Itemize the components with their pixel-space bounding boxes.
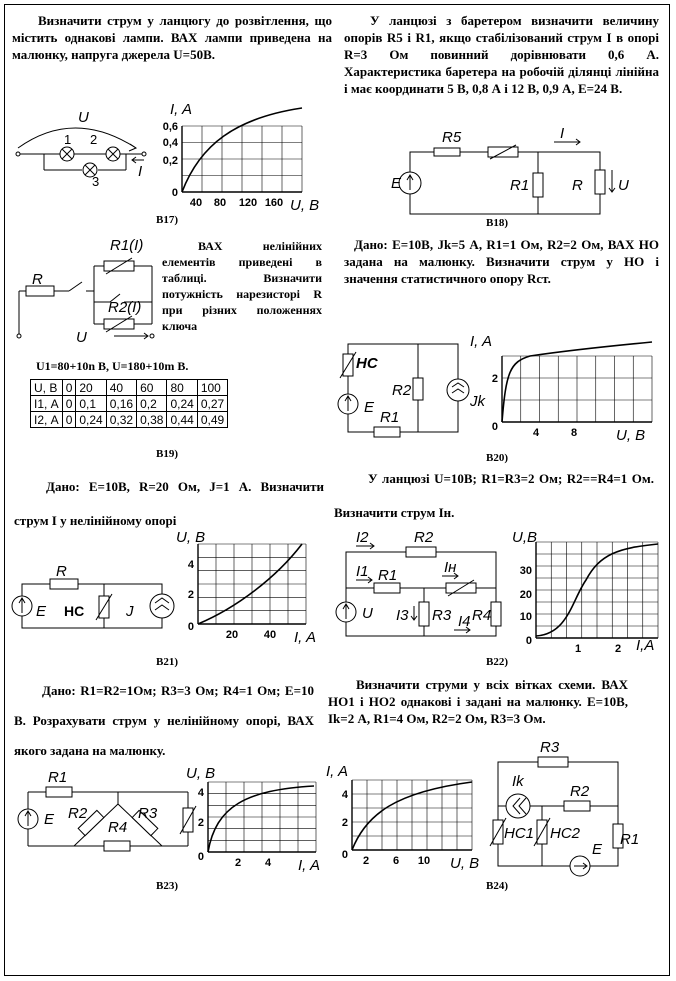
label-2: 2 xyxy=(90,132,98,147)
x-tick-label: 20 xyxy=(225,629,239,641)
graph-20 xyxy=(470,332,660,442)
label-r1i: R1(I) xyxy=(110,237,144,254)
y-tick-label: 30 xyxy=(519,565,532,577)
x-tick-label: 40 xyxy=(263,629,277,641)
label-jk: Jk xyxy=(470,393,485,410)
label-u: U xyxy=(78,109,89,126)
label-1: 1 xyxy=(64,132,72,147)
problem-24-text: Визначити струми у всіх вітках схеми. ВАХ НО1 і НО2 однакові і задані на малюнку. E=10В, Ik=2 А, R1=4 Ом, R2=2 Ом, R3=3 Ом. xyxy=(328,677,628,726)
label-r: R xyxy=(56,563,67,580)
caption-19: В19) xyxy=(156,448,178,460)
y-tick-label: 2 xyxy=(491,373,498,385)
graph-21 xyxy=(176,528,326,646)
problem-22-text: У ланцюзі U=10В; R1=R3=2 Ом; R2==R4=1 Ом. Визначити струм Iн. xyxy=(334,471,654,520)
y-tick-label: 0,2 xyxy=(162,155,178,167)
label-r: R xyxy=(572,177,583,194)
y-tick-label: 0 xyxy=(491,421,498,433)
y-tick-label: 0 xyxy=(341,849,348,861)
y-tick-label: 0,4 xyxy=(162,137,178,149)
label-e: E xyxy=(36,603,47,620)
x-axis-label: I, A xyxy=(298,857,320,874)
y-tick-label: 2 xyxy=(341,817,348,829)
x-tick-label: 8 xyxy=(570,427,578,439)
caption-21: В21) xyxy=(156,656,178,668)
table-row: U, В 0 20 40 60 80 100 xyxy=(31,380,228,396)
y-tick-label: 2 xyxy=(187,589,194,601)
x-tick-label: 10 xyxy=(417,855,431,867)
x-tick-label: 2 xyxy=(614,643,622,655)
y-axis-label: I, A xyxy=(470,333,492,350)
x-axis-label: U, B xyxy=(616,427,646,444)
x-tick-label: 2 xyxy=(362,855,370,867)
label-r1: R1 xyxy=(380,409,400,426)
x-axis-label: U, B xyxy=(290,197,320,214)
x-tick-label: 6 xyxy=(392,855,400,867)
label-r3: R3 xyxy=(432,607,452,624)
label-r: R xyxy=(32,271,43,288)
x-tick-label: 40 xyxy=(189,197,203,209)
table-row: I1, А 0 0,1 0,16 0,2 0,24 0,27 xyxy=(31,396,228,412)
circuit-22 xyxy=(334,528,504,646)
y-tick-label: 0 xyxy=(197,851,204,863)
label-in: Iн xyxy=(444,559,457,576)
label-e: E xyxy=(364,399,375,416)
x-tick-label: 4 xyxy=(264,857,272,869)
table-row: I2, А 0 0,24 0,32 0,38 0,44 0,49 xyxy=(31,412,228,428)
graph-17 xyxy=(140,100,330,215)
circuit-24 xyxy=(486,739,640,880)
x-axis-label: I,A xyxy=(636,637,655,654)
y-tick-label: 10 xyxy=(519,611,532,623)
label-i: I xyxy=(560,125,565,142)
x-tick-label: 1 xyxy=(574,643,582,655)
label-u: U xyxy=(76,329,87,346)
label-r3: R3 xyxy=(540,739,560,756)
problem-19-formula: U1=80+10n В, U=180+10m В. xyxy=(36,359,189,373)
label-hc1: НС1 xyxy=(504,825,535,842)
circuit-19 xyxy=(14,234,164,346)
vah-table xyxy=(30,379,228,428)
caption-18: В18) xyxy=(486,217,508,229)
graph-24 xyxy=(326,764,482,874)
label-r2: R2 xyxy=(68,805,88,822)
circuit-20 xyxy=(334,340,485,440)
label-r2: R2 xyxy=(392,382,412,399)
label-r4: R4 xyxy=(472,607,492,624)
label-3: 3 xyxy=(92,174,100,189)
problem-23-text: Дано: R1=R2=1Ом; R3=3 Ом; R4=1 Ом; E=10 В. Розрахувати струм у нелінійному опорі, ВАХ якого задана на малюнку. xyxy=(14,683,314,758)
label-r2i: R2(I) xyxy=(108,299,142,316)
label-r4: R4 xyxy=(108,819,128,836)
problem-17-text: Визначити струм у ланцюгу до розвітлення, що містить однакові лампи. ВАХ лампи приведена на малюнку, напруга джерела U=50В. xyxy=(12,13,332,62)
problem-19-text: ВАХ нелінійних елементів приведені в таблиці. Визначити потужність нарезисторі R при різних положеннях ключа xyxy=(162,239,322,333)
y-tick-label: 0 xyxy=(187,621,194,633)
y-tick-label: 0 xyxy=(525,635,532,647)
label-hc2: НС2 xyxy=(550,825,581,842)
label-i4: I4 xyxy=(458,613,471,630)
y-axis-label: U, B xyxy=(176,529,206,546)
x-tick-label: 160 xyxy=(264,197,284,209)
label-i: I xyxy=(138,163,143,180)
x-tick-label: 4 xyxy=(532,427,540,439)
label-r2: R2 xyxy=(414,529,434,546)
label-r3: R3 xyxy=(138,805,158,822)
y-axis-label: U,B xyxy=(512,529,538,546)
caption-20: В20) xyxy=(486,452,508,464)
caption-24: В24) xyxy=(486,880,508,892)
y-axis-label: I, A xyxy=(170,101,192,118)
caption-17: В17) xyxy=(156,214,178,226)
y-axis-label: I, A xyxy=(326,763,348,780)
label-j: J xyxy=(126,603,134,620)
circuit-21 xyxy=(14,563,184,640)
y-tick-label: 0 xyxy=(171,187,178,199)
y-tick-label: 2 xyxy=(197,817,204,829)
label-e: E xyxy=(391,175,402,192)
y-tick-label: 4 xyxy=(187,559,194,571)
x-axis-label: U, B xyxy=(450,855,480,872)
label-i3: I3 xyxy=(396,607,409,624)
problem-21-text: Дано: E=10В, R=20 Ом, J=1 А. Визначити струм I у нелінійному опорі xyxy=(14,479,324,528)
x-tick-label: 120 xyxy=(238,197,258,209)
label-e: E xyxy=(592,841,603,858)
label-r2: R2 xyxy=(570,783,590,800)
y-tick-label: 4 xyxy=(341,789,348,801)
label-hc: НС xyxy=(356,355,378,372)
label-i1: I1 xyxy=(356,563,369,580)
label-r1: R1 xyxy=(48,769,68,786)
x-tick-label: 2 xyxy=(234,857,242,869)
label-r5: R5 xyxy=(442,129,462,146)
problem-20-text: Дано: E=10В, Jk=5 А, R1=1 Ом, R2=2 Ом, ВАХ НО задана на малюнку. Визначити струм у НО і значення статистичного опору Rст. xyxy=(344,237,659,286)
x-tick-label: 80 xyxy=(213,197,227,209)
y-tick-label: 4 xyxy=(197,787,204,799)
y-axis-label: U, B xyxy=(186,765,216,782)
label-i2: I2 xyxy=(356,529,369,546)
label-u: U xyxy=(362,605,373,622)
problem-18-text: У ланцюзі з баретером визначити величину опорів R5 і R1, якщо стабілізований струм I в опорі R=3 Ом повинний дорівнювати 0,6 А. Характеристика баретера на робочій ділянці лінійна і має координати 5 В, 0,8 А і 12 В, 0,9 А, E=24 В. xyxy=(344,13,659,96)
label-hc: НС xyxy=(64,603,85,619)
y-tick-label: 0,6 xyxy=(162,121,178,133)
caption-23: В23) xyxy=(156,880,178,892)
label-r1: R1 xyxy=(378,567,398,584)
label-e: E xyxy=(44,811,55,828)
graph-23 xyxy=(186,766,326,874)
circuit-18 xyxy=(390,125,640,220)
label-ik: Ik xyxy=(512,773,524,790)
graph-22 xyxy=(508,529,668,655)
x-axis-label: I, A xyxy=(294,629,316,646)
caption-22: В22) xyxy=(486,656,508,668)
label-r1: R1 xyxy=(510,177,530,194)
label-u: U xyxy=(618,177,629,194)
circuit-23 xyxy=(14,770,194,860)
label-r1: R1 xyxy=(620,831,640,848)
y-tick-label: 20 xyxy=(519,589,532,601)
